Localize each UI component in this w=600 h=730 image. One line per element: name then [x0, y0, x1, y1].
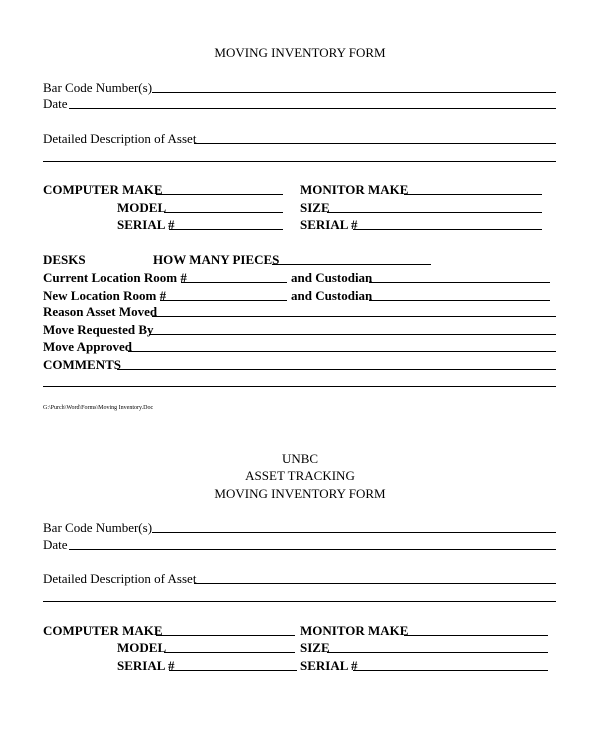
- serial-field[interactable]: [169, 229, 283, 230]
- monitor-serial-field[interactable]: [353, 229, 542, 230]
- model-label: MODEL: [117, 200, 167, 215]
- monitor-serial-label: SERIAL #: [300, 217, 358, 232]
- comments-label: COMMENTS: [43, 357, 121, 372]
- computer-make-field-2[interactable]: [156, 635, 295, 636]
- new-location-field[interactable]: [160, 300, 287, 301]
- form-title: MOVING INVENTORY FORM: [214, 45, 386, 60]
- new-location-label: New Location Room #: [43, 288, 167, 303]
- monitor-make-field-2[interactable]: [404, 635, 548, 636]
- form-subtitle: ASSET TRACKING: [245, 468, 355, 483]
- how-many-pieces-label: HOW MANY PIECES: [153, 252, 280, 267]
- approved-label: Move Approved: [43, 339, 132, 354]
- desks-label: DESKS: [43, 252, 86, 267]
- date-field-2[interactable]: [69, 549, 556, 550]
- how-many-pieces-field[interactable]: [272, 264, 431, 265]
- serial-field-2[interactable]: [169, 670, 297, 671]
- comments-field-line-2[interactable]: [43, 386, 556, 387]
- description-label-2: Detailed Description of Asset: [43, 571, 197, 586]
- new-custodian-label: and Custodian: [291, 288, 373, 303]
- reason-label: Reason Asset Moved: [43, 304, 158, 319]
- description-field[interactable]: [194, 143, 556, 144]
- computer-make-label: COMPUTER MAKE: [43, 182, 163, 197]
- size-field-2[interactable]: [327, 652, 548, 653]
- model-field-2[interactable]: [164, 652, 295, 653]
- approved-field[interactable]: [128, 351, 556, 352]
- model-label-2: MODEL: [117, 640, 167, 655]
- size-label: SIZE: [300, 200, 330, 215]
- monitor-make-field[interactable]: [404, 194, 542, 195]
- current-custodian-field[interactable]: [369, 282, 550, 283]
- size-field[interactable]: [327, 212, 542, 213]
- computer-make-field[interactable]: [156, 194, 283, 195]
- date-label: Date: [43, 96, 68, 111]
- description-field-2-line-2[interactable]: [43, 601, 556, 602]
- description-label: Detailed Description of Asset: [43, 131, 197, 146]
- new-custodian-field[interactable]: [369, 300, 550, 301]
- requested-by-field[interactable]: [149, 334, 556, 335]
- model-field[interactable]: [164, 212, 283, 213]
- date-field[interactable]: [69, 108, 556, 109]
- serial-label: SERIAL #: [117, 217, 175, 232]
- date-label-2: Date: [43, 537, 68, 552]
- current-location-field[interactable]: [181, 282, 287, 283]
- monitor-serial-field-2[interactable]: [353, 670, 548, 671]
- bar-code-field[interactable]: [152, 92, 556, 93]
- current-custodian-label: and Custodian: [291, 270, 373, 285]
- bar-code-field-2[interactable]: [152, 532, 556, 533]
- description-field-2[interactable]: [194, 583, 556, 584]
- footer-path: G:\Purch\Word\Forms\Moving Inventory.Doc: [43, 405, 154, 411]
- bar-code-label: Bar Code Number(s): [43, 80, 153, 95]
- computer-make-label-2: COMPUTER MAKE: [43, 623, 163, 638]
- monitor-make-label: MONITOR MAKE: [300, 182, 409, 197]
- org-name: UNBC: [281, 451, 319, 466]
- bar-code-label-2: Bar Code Number(s): [43, 520, 153, 535]
- requested-by-label: Move Requested By: [43, 322, 154, 337]
- reason-field[interactable]: [152, 316, 556, 317]
- form-title-2: MOVING INVENTORY FORM: [214, 486, 386, 501]
- description-field-line-2[interactable]: [43, 161, 556, 162]
- monitor-make-label-2: MONITOR MAKE: [300, 623, 409, 638]
- current-location-label: Current Location Room #: [43, 270, 187, 285]
- serial-label-2: SERIAL #: [117, 658, 175, 673]
- monitor-serial-label-2: SERIAL #: [300, 658, 358, 673]
- comments-field[interactable]: [117, 369, 556, 370]
- size-label-2: SIZE: [300, 640, 330, 655]
